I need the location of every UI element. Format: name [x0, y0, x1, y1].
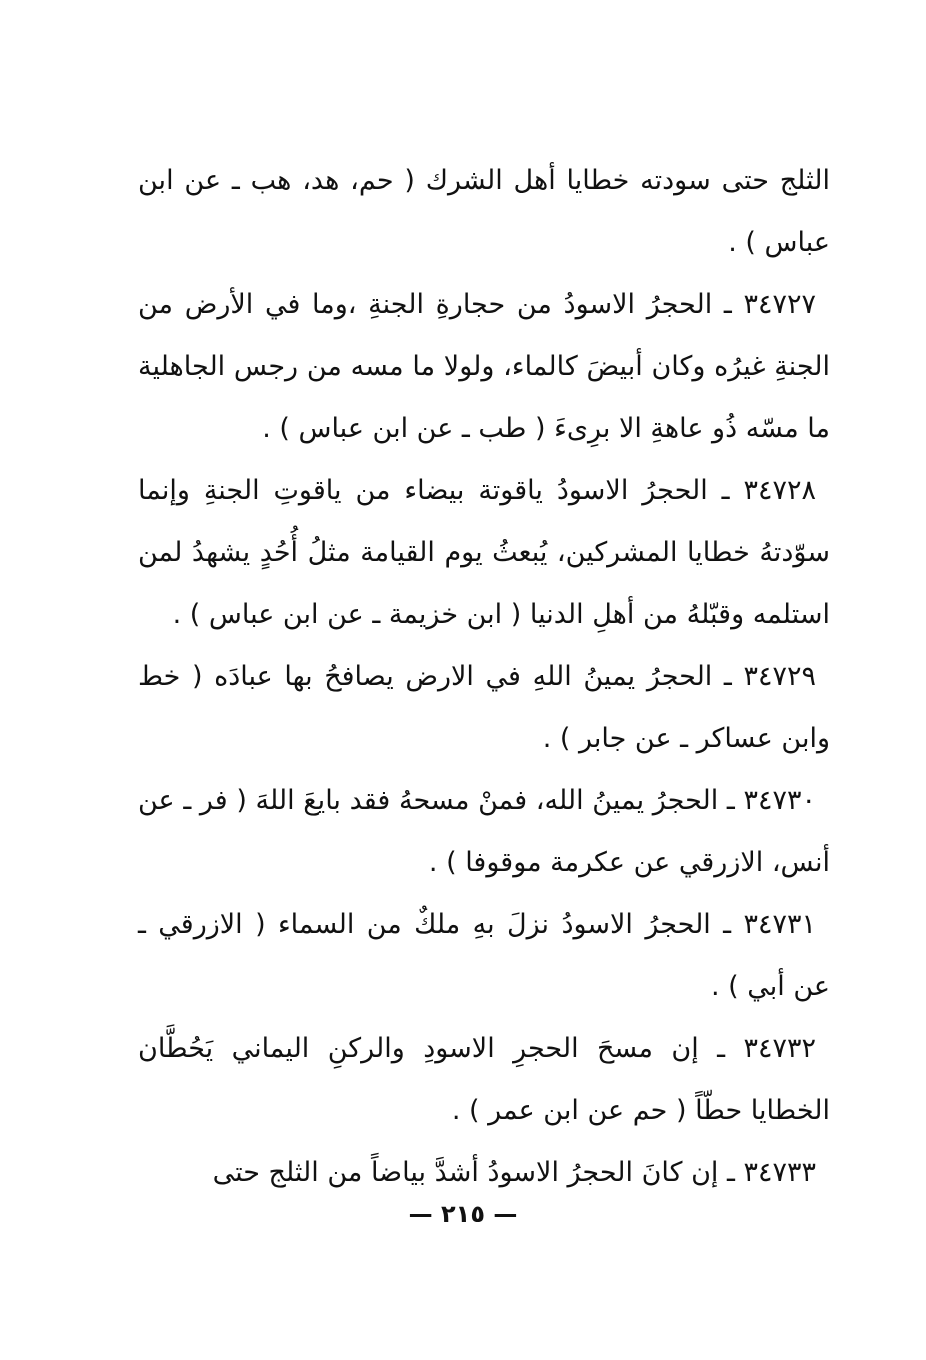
entry-34730: ٣٤٧٣٠ ـ الحجرُ يمينُ الله، فمنْ مسحهُ فقد بايعَ اللهَ ( فر ـ عن أنس، الازرقي عن عكرمة موقوفا ) . — [138, 785, 830, 878]
entry-34731: ٣٤٧٣١ ـ الحجرُ الاسودُ نزلَ بهِ ملكٌ من السماء ( الازرقي ـ عن أبي ) . — [138, 909, 830, 1002]
page-number: — ٢١٥ — — [408, 1200, 518, 1228]
entry-continuation: الثلج حتى سودته خطايا أهل الشرك ( حم، هد، هب ـ عن ابن عباس ) . — [138, 165, 830, 258]
entry-34728: ٣٤٧٢٨ ـ الحجرُ الاسودُ ياقوتة بيضاء من ياقوتِ الجنةِ وإنما سوّدتهُ خطايا المشركين، يُبعثُ يوم القيامة مثلُ أُحُدٍ يشهدُ لمن استلمه وقبّلهُ من أهلِ الدنيا ( ابن خزيمة ـ عن ابن عباس ) . — [138, 475, 830, 630]
entry-34729: ٣٤٧٢٩ ـ الحجرُ يمينُ اللهِ في الارض يصافحُ بها عبادَه ( خط وابن عساكر ـ عن جابر ) . — [138, 661, 830, 754]
entry-34732: ٣٤٧٣٢ ـ إن مسحَ الحجرِ الاسودِ والركنِ اليماني يَحُطَّان الخطايا حطّاً ( حم عن ابن عمر ) . — [138, 1033, 830, 1126]
entry-34727: ٣٤٧٢٧ ـ الحجرُ الاسودُ من حجارةِ الجنةِ ،وما في الأرض من الجنةِ غيرُه وكان أبيضَ كالماء، ولولا ما مسه من رجس الجاهلية ما مسّه ذُو عاهةِ الا برِىءَ ( طب ـ عن ابن عباس ) . — [138, 289, 830, 444]
hadith-text-block — [138, 150, 830, 1204]
entry-34733: ٣٤٧٣٣ ـ إن كانَ الحجرُ الاسودُ أشدَّ بياضاً من الثلج حتى — [212, 1157, 816, 1188]
